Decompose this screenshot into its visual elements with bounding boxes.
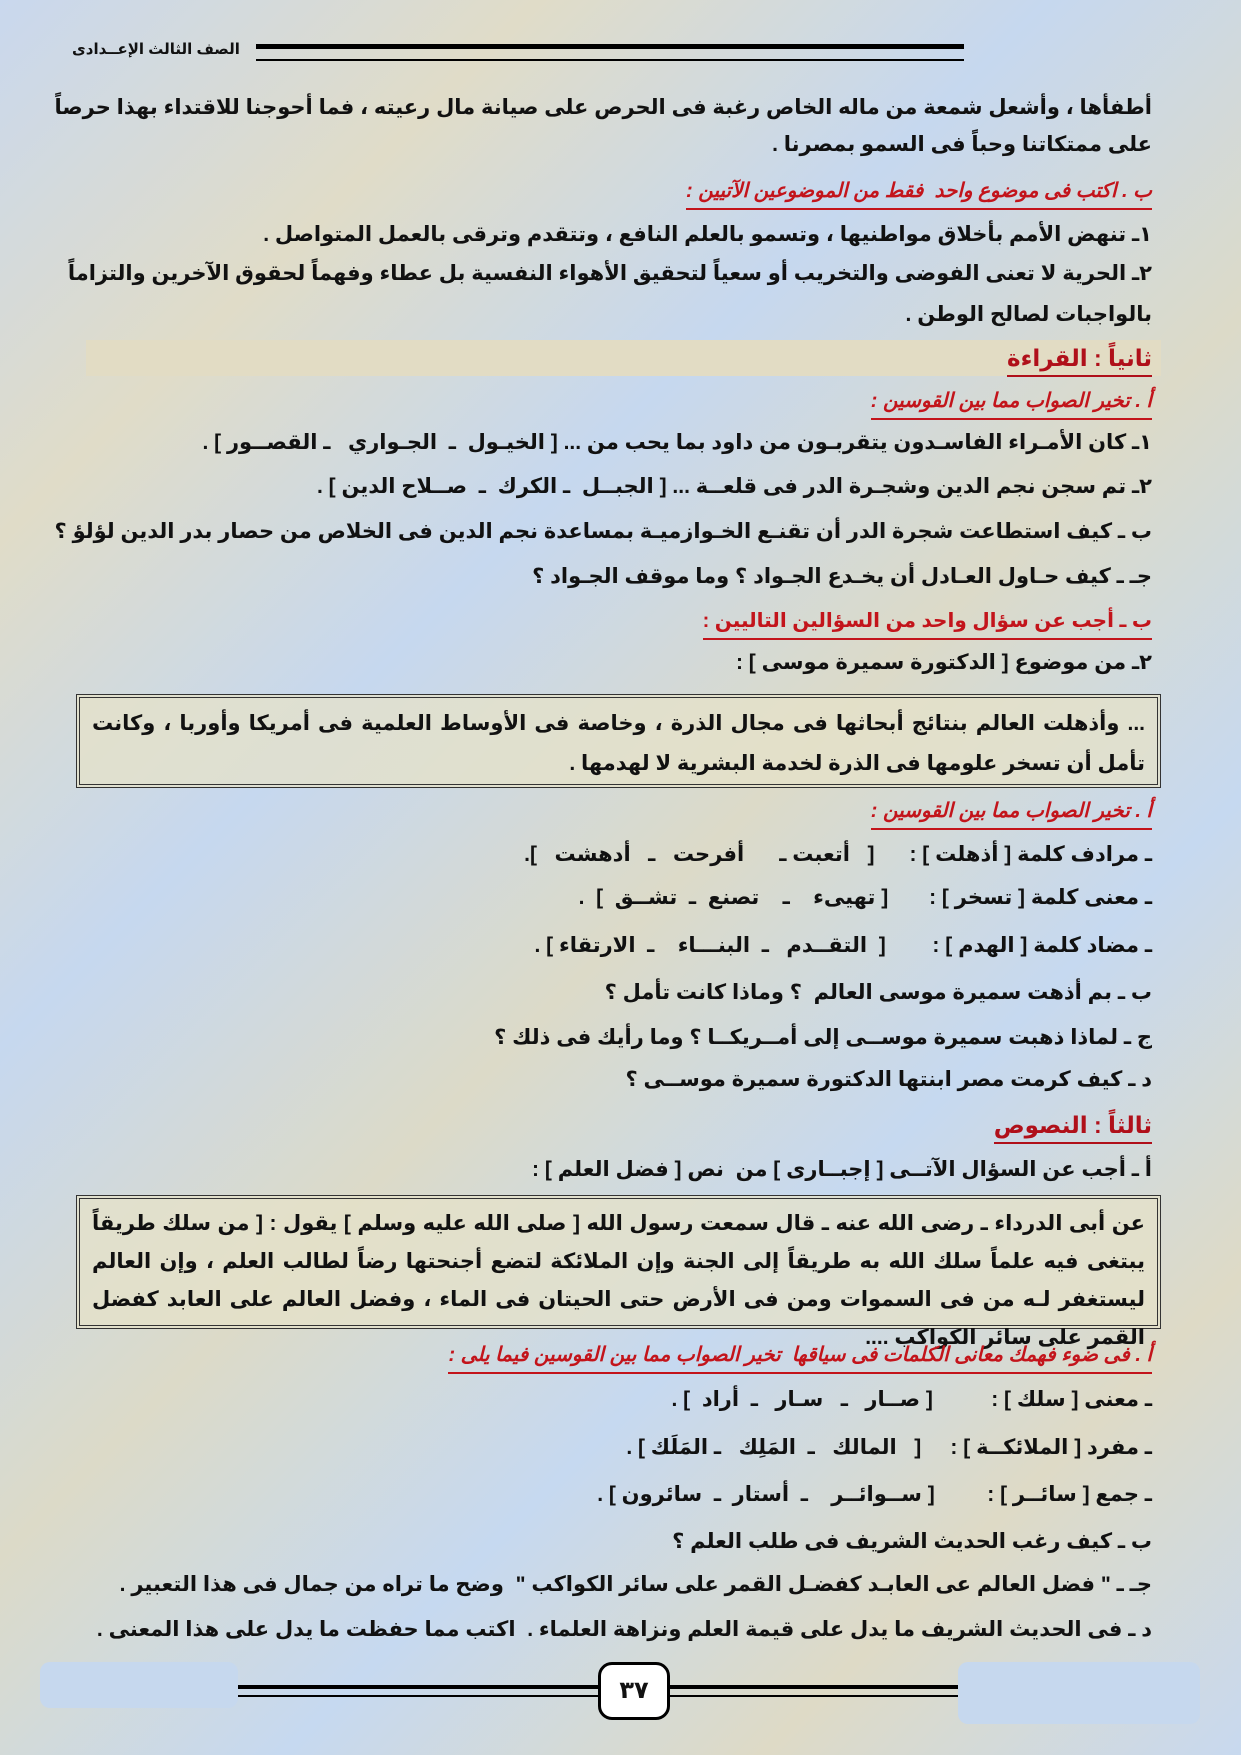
texts-instruction: أ ـ أجب عن السؤال الآتــى [ إجبــارى ] من نص [ فضل العلم ] : xyxy=(532,1158,1152,1181)
texts-question: د ـ فى الحديث الشريف ما يدل على قيمة العلم ونزاهة العلماء . اكتب مما حفظت ما يدل على هذا المعنى . xyxy=(96,1618,1152,1641)
page-number: ٣٧ xyxy=(598,1662,670,1720)
intro-line: أطفأها ، وأشعل شمعة من ماله الخاص رغبة فى الحرص على صيانة مال رعيته ، فما أحوجنا للاقتداء بهذا حرصاً xyxy=(54,96,1152,119)
footer-rule-left xyxy=(238,1685,600,1697)
vocab-item: ـ مرادف كلمة [ أذهلت ] : [ أتعبت ـ أفرحت ـ أدهشت ]. xyxy=(524,843,1152,866)
reading-question-b: ب ـ كيف استطاعت شجرة الدر أن تقنـع الخـوازميـة بمساعدة نجم الدين فى الخلاص من حصار بدر الدين لؤلؤ ؟ xyxy=(54,520,1152,543)
texts-vocab-item: ـ مفرد [ الملائكــة ] : [ المالك ـ المَلِك ـ المَلَك ] . xyxy=(626,1436,1152,1459)
section-band xyxy=(86,340,1161,376)
vocab-item: ـ مضاد كلمة [ الهدم ] : [ التقــدم ـ البنـــاء ـ الارتقاء ] . xyxy=(534,934,1152,957)
texts-question: ب ـ كيف رغب الحديث الشريف فى طلب العلم ؟ xyxy=(672,1530,1152,1553)
hadith-box: عن أبى الدرداء ـ رضى الله عنه ـ قال سمعت رسول الله [ صلى الله عليه وسلم ] يقول : [ من سلك طريقاً يبتغى فيه علماً سلك الله به طريقاً إلى الجنة وإن الملائكة لتضع أجنحتها رضاً لطالب العلم ، وإن العالم ليستغفر لـه من فى السموات ومن فى الأرض حتى الحيتان فى الماء ، وفضل العالم على العابد كفضل القمر على سائر الكواكب .... xyxy=(76,1195,1161,1329)
reading-item: ١ـ كان الأمـراء الفاسـدون يتقربـون من داود بما يحب من ... [ الخيـول ـ الجـواري ـ القصــور ] . xyxy=(202,431,1152,454)
reading-question: ج ـ لماذا ذهبت سميرة موســى إلى أمــريكــا ؟ وما رأيك فى ذلك ؟ xyxy=(494,1026,1152,1049)
texts-title: ثالثاً : النصوص xyxy=(994,1110,1152,1144)
passage-box: ... وأذهلت العالم بنتائج أبحاثها فى مجال الذرة ، وخاصة فى الأوساط العلمية فى أمريكا وأوربا ، وكانت تأمل أن تسخر علومها فى الذرة لخدمة البشرية لا لهدمها . xyxy=(76,694,1161,788)
vocab-item: ـ معنى كلمة [ تسخر ] : [ تهيىء ـ تصنع ـ تشــق ] . xyxy=(578,886,1152,909)
footer-panel-right xyxy=(958,1662,1200,1724)
grade-title: الصف الثالث الإعــدادى xyxy=(72,41,240,58)
writing-item: ٢ـ الحرية لا تعنى الفوضى والتخريب أو سعياً لتحقيق الأهواء النفسية بل عطاء وفهماً لحقوق الآخرين والتزاماً xyxy=(67,262,1152,285)
texts-vocab-item: ـ معنى [ سلك ] : [ صــار ـ سـار ـ أراد ] . xyxy=(671,1388,1152,1411)
writing-item: بالواجبات لصالح الوطن . xyxy=(905,303,1152,326)
vocab-heading: أ . تخير الصواب مما بين القوسين : xyxy=(871,796,1152,830)
footer-panel-left xyxy=(40,1662,238,1708)
texts-vocab-heading: أ . فى ضوء فهمك معانى الكلمات فى سياقها تخير الصواب مما بين القوسين فيما يلى : xyxy=(448,1340,1152,1374)
texts-vocab-item: ـ جمع [ سائــر ] : [ ســوائــر ـ أستار ـ سائرون ] . xyxy=(597,1483,1152,1506)
reading-question-c: جـ ـ كيف حـاول العـادل أن يخـدع الجـواد ؟ وما موقف الجـواد ؟ xyxy=(532,565,1152,588)
reading-question: د ـ كيف كرمت مصر ابنتها الدكتورة سميرة موســى ؟ xyxy=(625,1068,1152,1091)
reading-a-heading: أ . تخير الصواب مما بين القوسين : xyxy=(871,386,1152,420)
topic-line: ٢ـ من موضوع [ الدكتورة سميرة موسى ] : xyxy=(735,651,1152,674)
header-rule xyxy=(256,44,964,61)
reading-title: ثانياً : القراءة xyxy=(1007,343,1152,377)
intro-line: على ممتكاتنا وحباً فى السمو بمصرنا . xyxy=(772,133,1152,156)
choose-heading: ب ـ أجب عن سؤال واحد من السؤالين التاليين : xyxy=(703,606,1152,640)
texts-question: جـ ـ " فضل العالم عى العابـد كفضـل القمر على سائر الكواكب " وضح ما تراه من جمال فى هذا التعبير . xyxy=(119,1573,1152,1596)
writing-heading: ب . اكتب فى موضوع واحد فقط من الموضوعين الآتيين : xyxy=(686,176,1152,210)
reading-question: ب ـ بم أذهت سميرة موسى العالم ؟ وماذا كانت تأمل ؟ xyxy=(604,981,1152,1004)
writing-item: ١ـ تنهض الأمم بأخلاق مواطنيها ، وتسمو بالعلم النافع ، وتتقدم وترقى بالعمل المتواصل . xyxy=(263,223,1152,246)
footer-rule-right xyxy=(662,1685,958,1697)
reading-item: ٢ـ تم سجن نجم الدين وشجـرة الدر فى قلعــة ... [ الجبــل ـ الكرك ـ صــلاح الدين ] . xyxy=(317,475,1152,498)
